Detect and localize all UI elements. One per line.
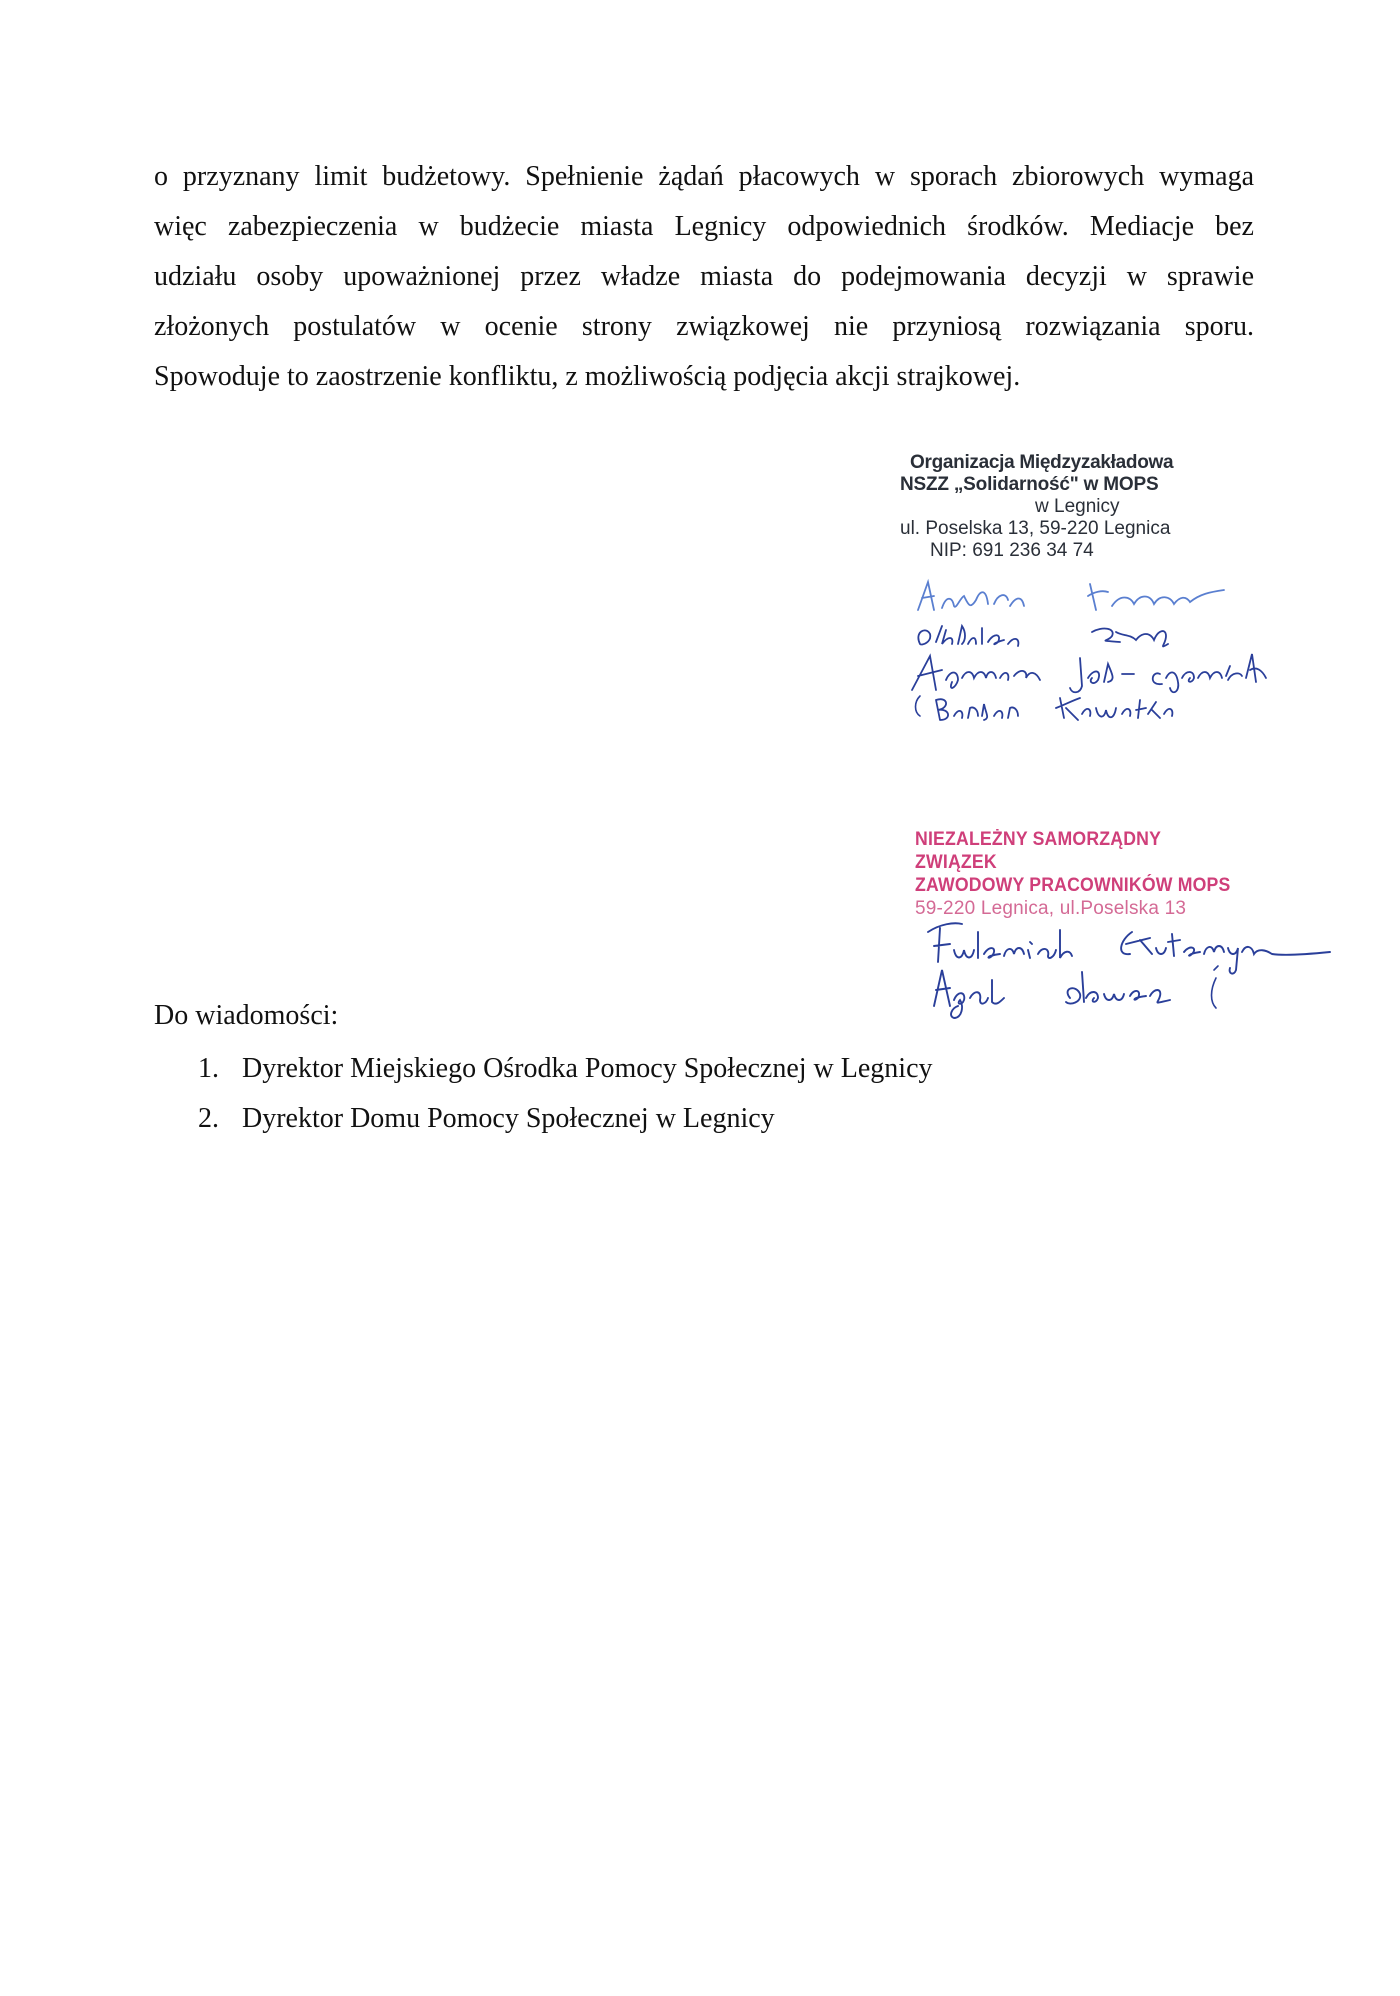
signature-stroke	[1088, 584, 1224, 610]
body-paragraph	[154, 152, 1254, 402]
signature-stroke	[936, 699, 1018, 720]
stamp-line: 59-220 Legnica, ul.Poselska 13	[915, 898, 1187, 919]
body-line: złożonych postulatów w ocenie strony związkowej nie przyniosą rozwiązania sporu.	[154, 311, 1254, 342]
signature-stroke	[918, 582, 1024, 610]
body-line: udziału osoby upoważnionej przez władze miasta do podejmowania decyzji w sprawie	[154, 261, 1254, 292]
stamp-line: ul. Poselska 13, 59-220 Legnica	[900, 518, 1171, 539]
nszz-mops-stamp	[915, 828, 1255, 920]
list-item	[198, 1044, 933, 1094]
list-number: 1.	[198, 1053, 219, 1084]
stamp-line: NSZZ „Solidarność" w MOPS	[900, 474, 1159, 495]
solidarnosc-stamp	[900, 452, 1240, 562]
body-line: o przyznany limit budżetowy. Spełnienie żądań płacowych w sporach zbiorowych wymaga	[154, 161, 1254, 192]
signature-stroke	[1121, 932, 1330, 974]
signature-stroke	[912, 656, 1040, 690]
signature-stroke	[1056, 698, 1172, 720]
signature-stroke	[1212, 966, 1219, 1008]
stamp-line: ZAWODOWY PRACOWNIKÓW MOPS	[915, 875, 1231, 896]
stamp-line: Organizacja Międzyzakładowa	[910, 452, 1174, 473]
signature-stroke	[1070, 658, 1134, 692]
signature-stroke	[928, 923, 1072, 962]
signature-stroke	[934, 970, 1004, 1018]
cc-heading: Do wiadomości:	[154, 1000, 339, 1031]
list-text: Dyrektor Miejskiego Ośrodka Pomocy Społecznej w Legnicy	[242, 1053, 933, 1084]
cc-list	[198, 1044, 933, 1144]
signature-stroke	[918, 626, 1018, 646]
list-item	[198, 1094, 933, 1144]
stamp-line: NIP: 691 236 34 74	[930, 540, 1094, 561]
handwritten-signatures-group2	[920, 910, 1340, 1030]
signature-stroke	[1066, 972, 1170, 1004]
stamp-line: w Legnicy	[1035, 496, 1120, 517]
body-line: Spowoduje to zaostrzenie konfliktu, z możliwością podjęcia akcji strajkowej.	[154, 361, 1021, 392]
signature-stroke	[1153, 654, 1266, 692]
handwritten-signatures-group1	[890, 570, 1340, 740]
stamp-line: NIEZALEŻNY SAMORZĄDNY ZWIĄZEK	[915, 829, 1161, 873]
list-text: Dyrektor Domu Pomocy Społecznej w Legnicy	[242, 1103, 775, 1134]
signature-stroke	[1092, 629, 1168, 647]
body-line: więc zabezpieczenia w budżecie miasta Legnicy odpowiednich środków. Mediacje bez	[154, 211, 1254, 242]
signature-stroke	[916, 696, 921, 716]
list-number: 2.	[198, 1103, 219, 1134]
